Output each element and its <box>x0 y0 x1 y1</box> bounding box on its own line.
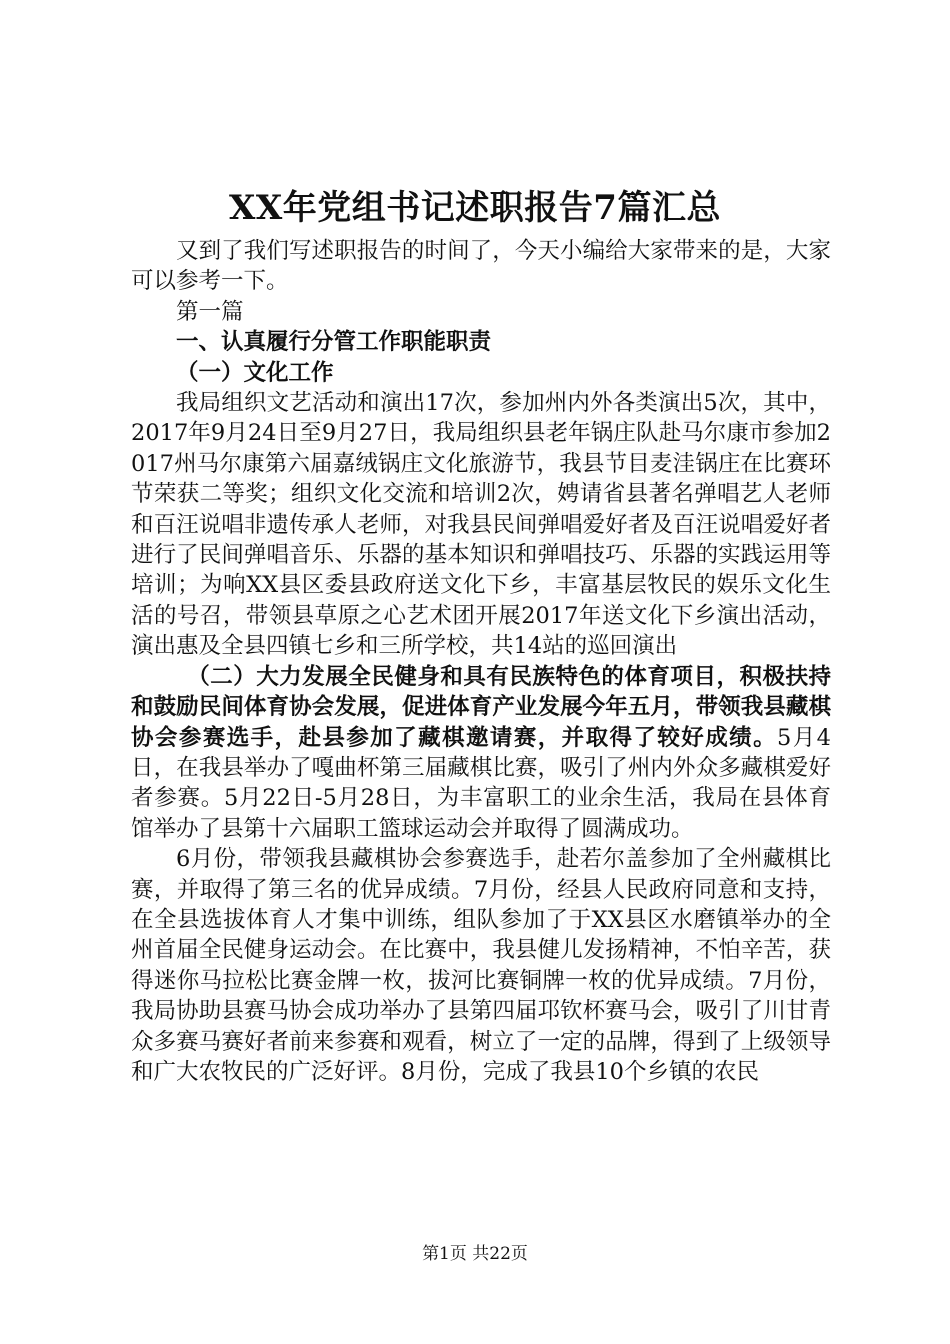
document-body <box>131 236 831 1087</box>
sports-paragraph <box>131 662 831 844</box>
section-heading: 一、认真履行分管工作职能职责 <box>176 329 492 356</box>
page-number-footer: 第1页 共22页 <box>422 1244 528 1264</box>
intro-paragraph: 又到了我们写述职报告的时间了，今天小编给大家带来的是，大家可以参考一下。 <box>131 238 831 295</box>
part-label: 第一篇 <box>176 298 244 325</box>
document-title: XX年党组书记述职报告7篇汇总 <box>229 188 721 228</box>
june-events-paragraph: 6月份，带领我县藏棋协会参赛选手，赴若尔盖参加了全州藏棋比赛，并取得了第三名的优异成绩。7月份，经县人民政府同意和支持，在全县选拔体育人才集中训练，组队参加了于XX县区水磨镇举办的全州首届全民健身运动会。在比赛中，我县健儿发扬精神，不怕辛苦，获得迷你马拉松比赛金牌一枚，拔河比赛铜牌一枚的优异成绩。7月份，我局协助县赛马协会成功举办了县第四届邛钦杯赛马会，吸引了川甘青众多赛马赛好者前来参赛和观看，树立了一定的品牌，得到了上级领导和广大农牧民的广泛好评。8月份，完成了我县10个乡镇的农民 <box>131 846 831 1085</box>
culture-work-paragraph: 我局组织文艺活动和演出17次，参加州内外各类演出5次，其中，2017年9月24日至9月27日，我局组织县老年锅庄队赴马尔康市参加2017州马尔康第六届嘉绒锅庄文化旅游节，我县节目麦洼锅庄在比赛环节荣获二等奖；组织文化交流和培训2次，娉请省县著名弹唱艺人老师和百汪说唱非遗传承人老师，对我县民间弹唱爱好者及百汪说唱爱好者进行了民间弹唱音乐、乐器的基本知识和弹唱技巧、乐器的实践运用等培训；为响XX县区委县政府送文化下乡，丰富基层牧民的娱乐文化生活的号召，带领县草原之心艺术团开展2017年送文化下乡演出活动，演出惠及全县四镇七乡和三所学校，共14站的巡回演出 <box>131 390 831 660</box>
sports-paragraph-text: 5月4日，在我县举办了嘎曲杯第三届藏棋比赛，吸引了州内外众多藏棋爱好者参赛。5月22日-5月28日，为丰富职工的业余生活，我局在县体育馆举办了县第十六届职工篮球运动会并取得了圆满成功。 <box>131 724 831 842</box>
sports-paragraph-bold-lead: （二）大力发展全民健身和具有民族特色的体育项目，积极扶持和鼓励民间体育协会发展，促进体育产业发展今年五月，带领我县藏棋协会参赛选手，赴县参加了藏棋邀请赛，并取得了较好成绩。 <box>131 663 831 751</box>
subsection-heading: （一）文化工作 <box>176 359 334 386</box>
